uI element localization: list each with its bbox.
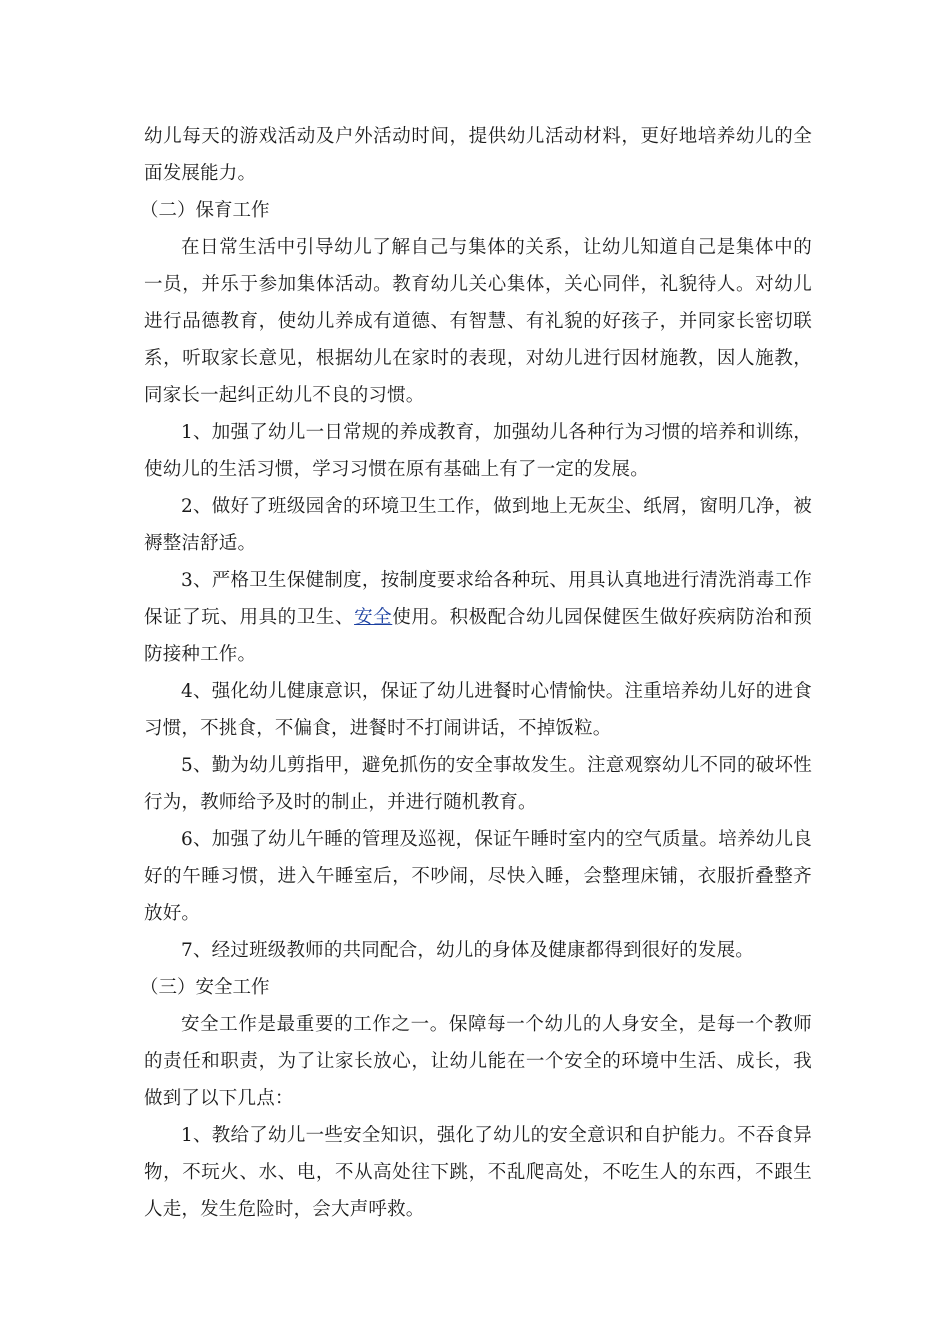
list-item-5: 5、勤为幼儿剪指甲，避免抓伤的安全事故发生。注意观察幼儿不同的破坏性行为，教师给予及时的制止，并进行随机教育。 — [144, 755, 812, 813]
paragraph-care-intro: 在日常生活中引导幼儿了解自己与集体的关系，让幼儿知道自己是集体中的一员，并乐于参加集体活动。教育幼儿关心集体，关心同伴，礼貌待人。对幼儿进行品德教育，使幼儿养成有道德、有智慧、有礼貌的好孩子，并同家长密切联系，听取家长意见，根据幼儿在家时的表现，对幼儿进行因材施教，因人施教，同家长一起纠正幼儿不良的习惯。 — [144, 237, 812, 406]
safety-link[interactable]: 安全 — [354, 607, 393, 628]
list-item-3 — [144, 562, 812, 673]
list-item-2: 2、做好了班级园舍的环境卫生工作，做到地上无灰尘、纸屑，窗明几净，被褥整洁舒适。 — [144, 496, 812, 554]
list-item-7: 7、经过班级教师的共同配合，幼儿的身体及健康都得到很好的发展。 — [181, 940, 754, 961]
document-body — [140, 118, 813, 1228]
paragraph-safety-intro: 安全工作是最重要的工作之一。保障每一个幼儿的人身安全，是每一个教师的责任和职责，为了让家长放心，让幼儿能在一个安全的环境中生活、成长，我做到了以下几点： — [144, 1014, 812, 1109]
section-heading-care: （二）保育工作 — [140, 200, 270, 221]
section-heading-safety: （三）安全工作 — [140, 977, 270, 998]
paragraph-continued: 幼儿每天的游戏活动及户外活动时间，提供幼儿活动材料，更好地培养幼儿的全面发展能力。 — [144, 126, 812, 184]
safety-item-1: 1、教给了幼儿一些安全知识，强化了幼儿的安全意识和自护能力。不吞食异物，不玩火、水、电，不从高处往下跳，不乱爬高处，不吃生人的东西，不跟生人走，发生危险时，会大声呼救。 — [144, 1125, 812, 1220]
list-item-6: 6、加强了幼儿午睡的管理及巡视，保证午睡时室内的空气质量。培养幼儿良好的午睡习惯，进入午睡室后，不吵闹，尽快入睡，会整理床铺，衣服折叠整齐放好。 — [144, 829, 812, 924]
list-item-3-text-end: 使用。积极配合幼儿园保健医生做好疾病防治和预防接种工作。 — [144, 607, 813, 665]
list-item-3-text-start: 3、严格卫生保健制度，按制度要求给各种玩、用具认真地进行清洗消毒工作保证了玩、用具的卫生、 — [144, 570, 812, 628]
list-item-4: 4、强化幼儿健康意识，保证了幼儿进餐时心情愉快。注重培养幼儿好的进食习惯，不挑食，不偏食，进餐时不打闹讲话，不掉饭粒。 — [144, 681, 812, 739]
list-item-1: 1、加强了幼儿一日常规的养成教育，加强幼儿各种行为习惯的培养和训练，使幼儿的生活习惯，学习习惯在原有基础上有了一定的发展。 — [144, 422, 812, 480]
